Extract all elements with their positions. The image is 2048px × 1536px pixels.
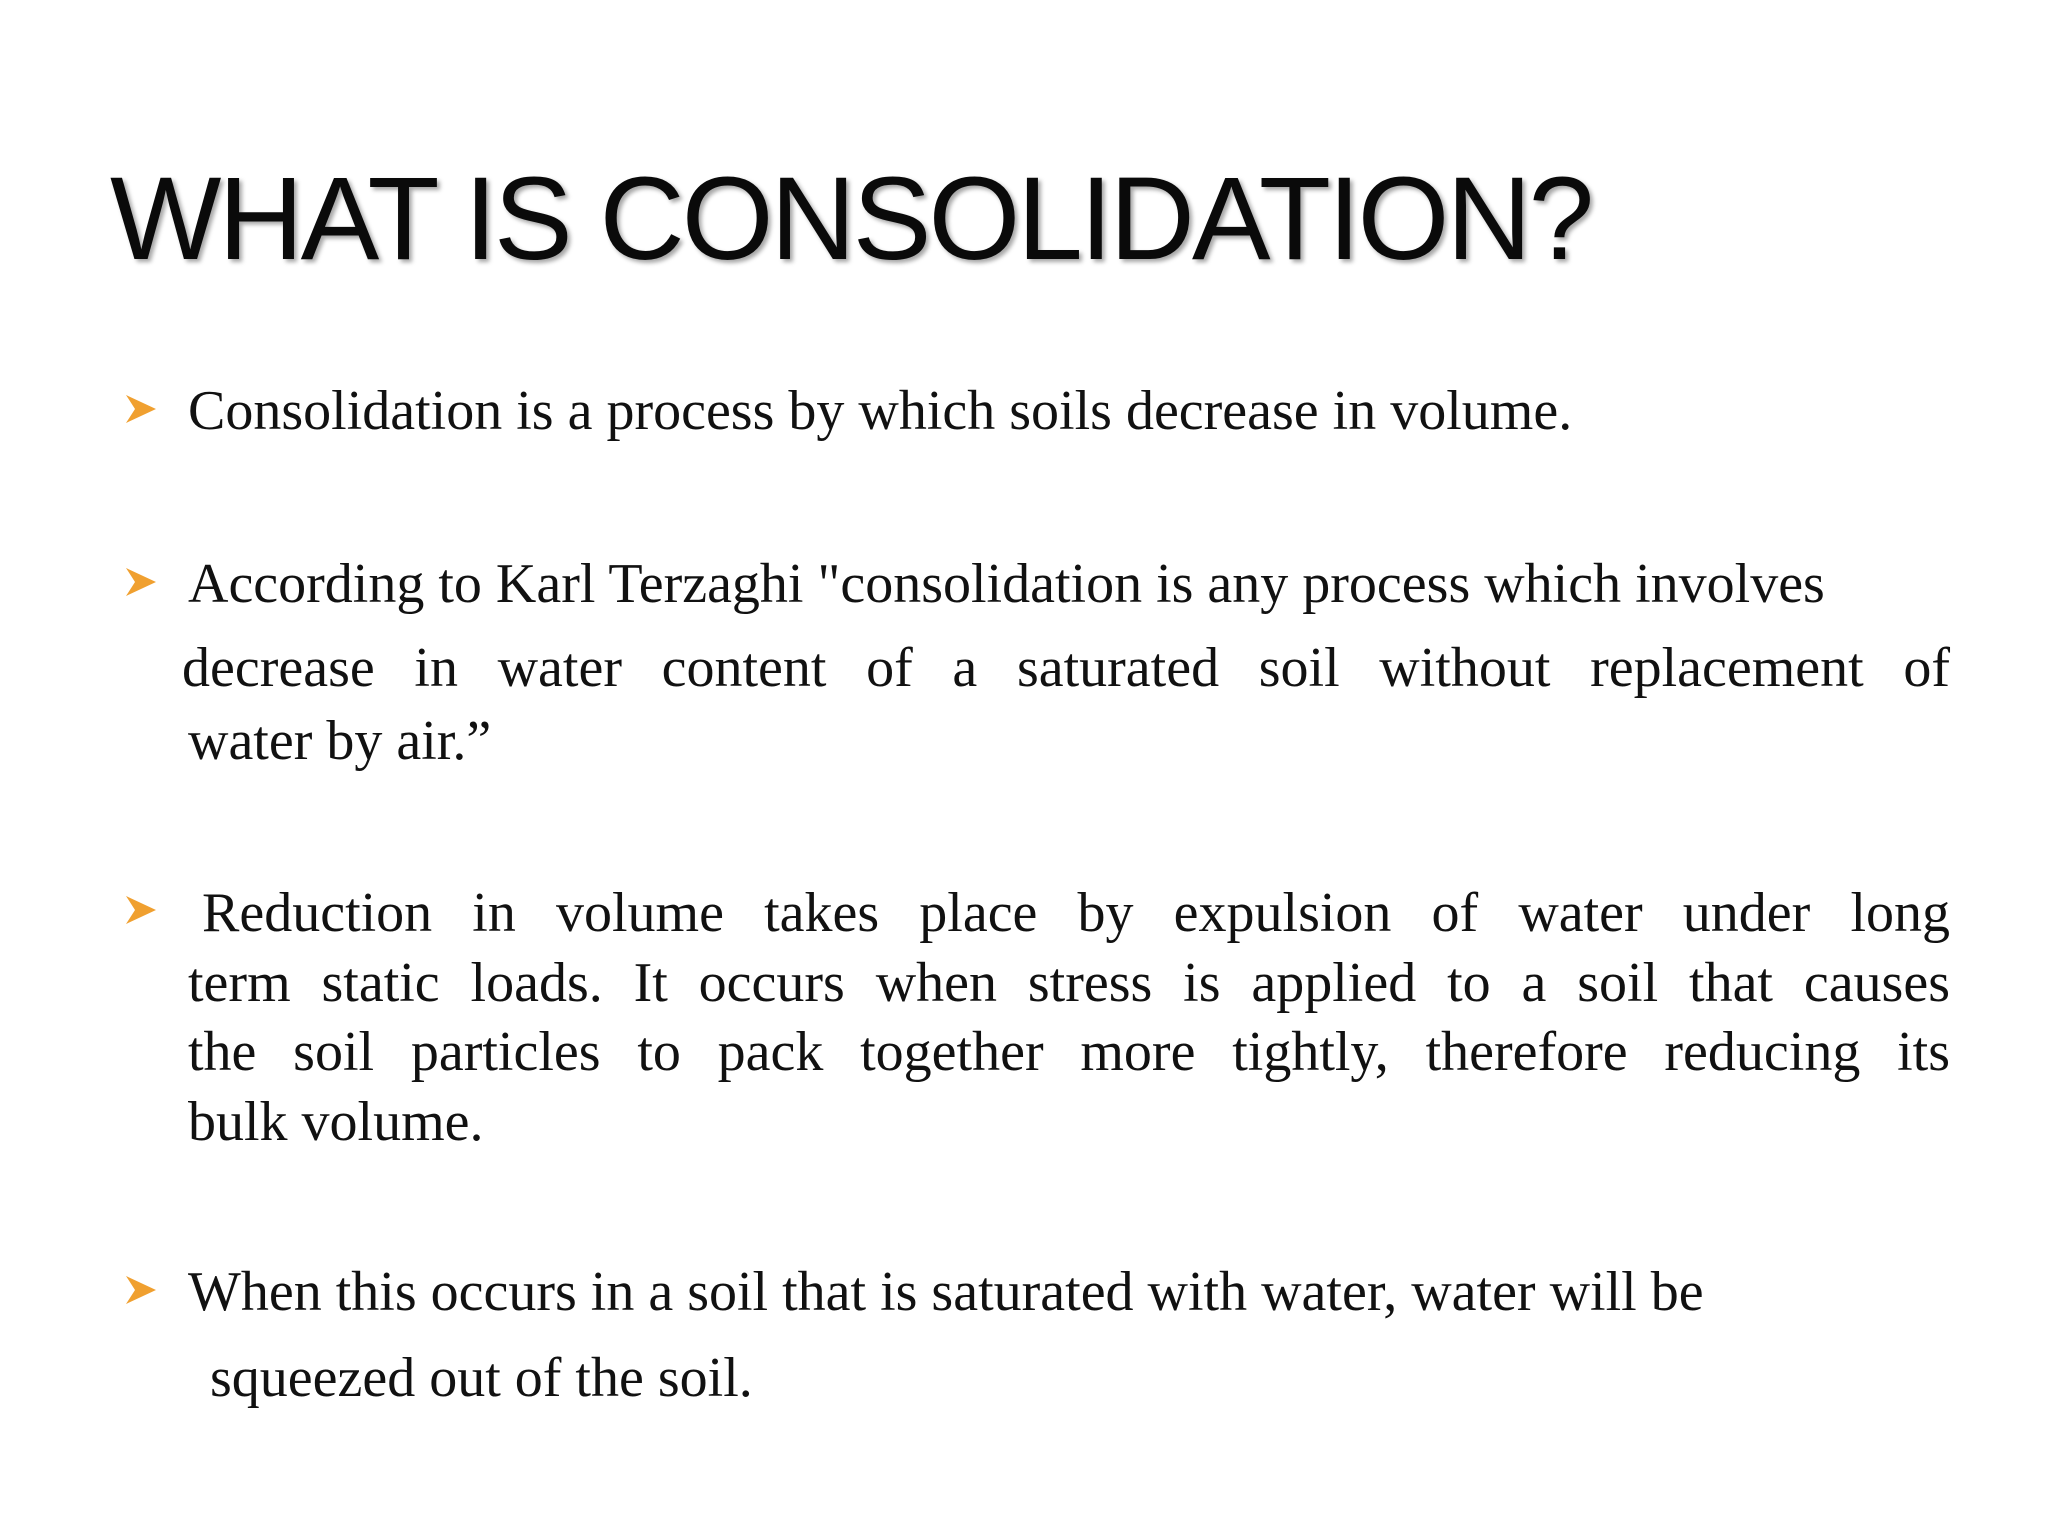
bullet-4-line-1: When this occurs in a soil that is saturated with water, water will be	[188, 1261, 1704, 1323]
bullet-4-line-2: squeezed out of the soil.	[210, 1347, 753, 1409]
bullet-2-line-3: water by air.”	[188, 710, 492, 772]
bullet-2-line-1: According to Karl Terzaghi "consolidation is any process which involves	[188, 553, 1825, 615]
bullet-3-line-1: Reduction in volume takes place by expulsion of water under long	[202, 882, 1950, 944]
bullet-2-line-2: decrease in water content of a saturated soil without replacement of	[182, 637, 1950, 699]
arrowhead-bullet-icon	[124, 565, 158, 599]
slide-title: WHAT IS CONSOLIDATION?	[110, 153, 1592, 285]
arrowhead-bullet-icon	[124, 392, 158, 426]
bullet-3-line-4: bulk volume.	[188, 1091, 484, 1153]
arrowhead-bullet-icon	[124, 893, 158, 927]
arrowhead-bullet-icon	[124, 1273, 158, 1307]
bullet-1-line-1: Consolidation is a process by which soils decrease in volume.	[188, 380, 1573, 442]
bullet-3-line-3: the soil particles to pack together more tightly, therefore reducing its	[188, 1021, 1950, 1083]
bullet-3-line-2: term static loads. It occurs when stress is applied to a soil that causes	[188, 952, 1950, 1014]
